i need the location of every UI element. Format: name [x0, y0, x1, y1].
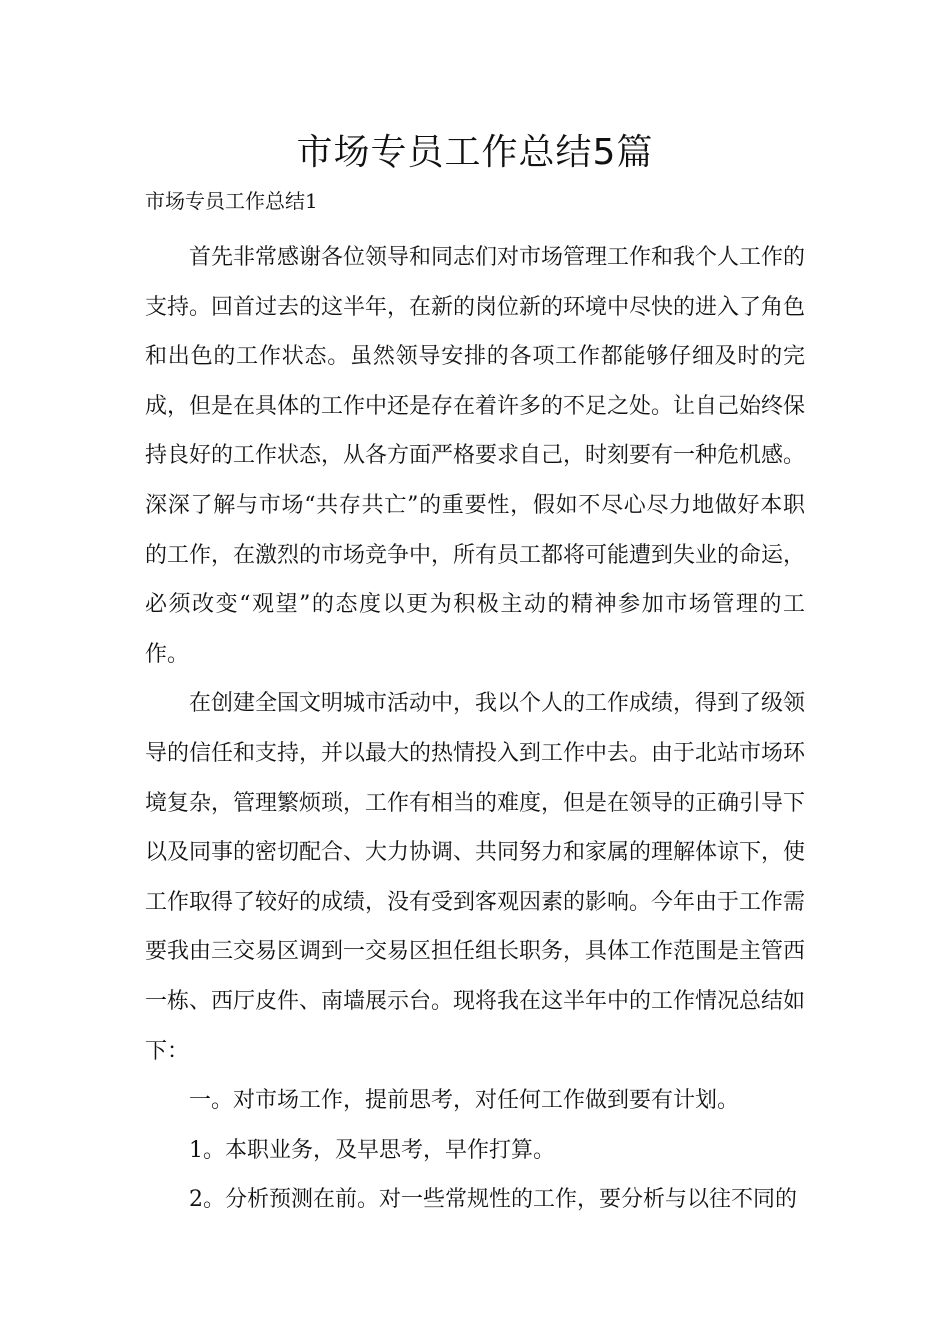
document-title: 市场专员工作总结5篇	[296, 132, 654, 173]
section-heading: 市场专员工作总结1	[145, 189, 318, 213]
paragraph: 一。对市场工作，提前思考，对任何工作做到要有计划。	[189, 1088, 740, 1114]
document-body	[145, 233, 805, 1225]
paragraph: 1。本职业务，及早思考，早作打算。	[189, 1137, 555, 1163]
paragraph: 在创建全国文明城市活动中，我以个人的工作成绩，得到了级领导的信任和支持，并以最大的热情投入到工作中去。由于北站市场环境复杂，管理繁烦琐，工作有相当的难度，但是在领导的正确引导下以及同事的密切配合、大力协调、共同努力和家属的理解体谅下，使工作取得了较好的成绩，没有受到客观因素的影响。今年由于工作需要我由三交易区调到一交易区担任组长职务，具体工作范围是主管西一栋、西厅皮件、南墙展示台。现将我在这半年中的工作情况总结如下：	[145, 691, 806, 1064]
paragraph: 2。分析预测在前。对一些常规性的工作，要分析与以往不同的	[189, 1187, 797, 1213]
paragraph: 首先非常感谢各位领导和同志们对市场管理工作和我个人工作的支持。回首过去的这半年，在新的岗位新的环境中尽快的进入了角色和出色的工作状态。虽然领导安排的各项工作都能够仔细及时的完成，但是在具体的工作中还是存在着许多的不足之处。让自己始终保持良好的工作状态，从各方面严格要求自己，时刻要有一种危机感。深深了解与市场“共存共亡”的重要性，假如不尽心尽力地做好本职的工作，在激烈的市场竞争中，所有员工都将可能遭到失业的命运，必须改变“观望”的态度以更为积极主动的精神参加市场管理的工作。	[145, 245, 806, 667]
